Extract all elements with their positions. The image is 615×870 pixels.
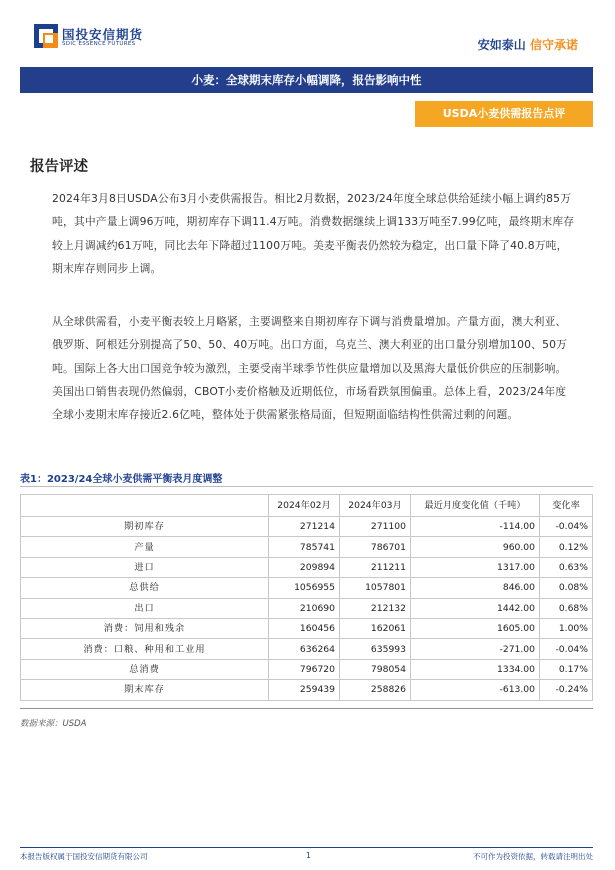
row-label: 总消费 [21,659,269,679]
cell-mar: 635993 [340,639,411,659]
cell-rate: 0.12% [540,537,593,557]
cell-mar: 258826 [340,680,411,700]
cell-rate: 1.00% [540,618,593,638]
cell-feb: 160456 [269,618,340,638]
cell-rate: 0.68% [540,598,593,618]
brand-name-english: SDIC ESSENCE FUTURES [62,41,136,47]
section-title: 报告评述 [30,159,88,175]
cell-change: 846.00 [411,578,540,598]
cell-rate: -0.04% [540,517,593,537]
cell-feb: 209894 [269,557,340,577]
table-header-cell: 2024年03月 [340,495,411,517]
row-label: 产量 [21,537,269,557]
footer-disclaimer: 不可作为投资依据，转载请注明出处 [473,852,593,861]
company-logo-icon [34,24,58,48]
row-label: 期末库存 [21,680,269,700]
table-row [21,557,593,577]
cell-rate: 0.08% [540,578,593,598]
table-header-cell: 2024年02月 [269,495,340,517]
page-number: 1 [306,851,311,860]
brand-name: 国投安信期货 [62,27,144,42]
cell-feb: 785741 [269,537,340,557]
footer-copyright: 本报告版权属于国投安信期货有限公司 [20,852,148,861]
paragraph-summary: 2024年3月8日USDA公布3月小麦供需报告。相比2月数据，2023/24年度全球总供给延续小幅上调约85万吨，其中产量上调96万吨，期初库存下调11.4万吨。消费数据继续上调133万吨至7.99亿吨，最终期末库存较上月调减约61万吨，同比去年下降超过1100万吨。美麦平衡表仍然较为稳定，出口量下降了40.8万吨，期末库存则同步上调。 [52,192,575,275]
table-row [21,578,593,598]
table-header-cell [21,495,269,517]
table-row [21,598,593,618]
footer-divider [20,847,593,848]
row-label: 出口 [21,598,269,618]
cell-mar: 1057801 [340,578,411,598]
cell-change: 1317.00 [411,557,540,577]
cell-mar: 211211 [340,557,411,577]
cell-change: -271.00 [411,639,540,659]
paragraph-analysis: 从全球供需看，小麦平衡表较上月略紧，主要调整来自期初库存下调与消费量增加。产量方面，澳大利亚、俄罗斯、阿根廷分别提高了50、50、40万吨。出口方面，乌克兰、澳大利亚的出口量分别增加100、50万吨。国际上各大出口国竞争较为激烈，主要受南半球季节性供应量增加以及黑海大量低价供应的压制影响。美国出口销售表现仍然偏弱，CBOT小麦价格触及近期低位，市场看跌氛围偏重。总体上看，2023/24年度全球小麦期末库存接近2.6亿吨，整体处于供需紧张格局面，但短期面临结构性供需过剩的问题。 [52,315,568,422]
cell-rate: 0.63% [540,557,593,577]
table-row [21,680,593,700]
report-subtitle-badge: USDA小麦供需报告点评 [415,101,593,127]
slogan-part-1: 安如泰山 [477,38,526,52]
cell-feb: 636264 [269,639,340,659]
cell-change: -613.00 [411,680,540,700]
balance-sheet-table [20,494,593,701]
cell-rate: -0.24% [540,680,593,700]
table-row [21,537,593,557]
table-row [21,517,593,537]
cell-change: -114.00 [411,517,540,537]
table-row [21,659,593,679]
cell-rate: -0.04% [540,639,593,659]
cell-mar: 212132 [340,598,411,618]
cell-rate: 0.17% [540,659,593,679]
divider [20,708,593,709]
divider [20,486,593,487]
table-header-cell: 最近月度变化值（千吨） [411,495,540,517]
cell-change: 960.00 [411,537,540,557]
table-header-cell: 变化率 [540,495,593,517]
cell-mar: 786701 [340,537,411,557]
table-row [21,639,593,659]
cell-change: 1605.00 [411,618,540,638]
report-title-bar: 小麦：全球期末库存小幅调降，报告影响中性 [20,67,593,93]
data-source-note: 数据来源：USDA [20,719,87,729]
cell-feb: 259439 [269,680,340,700]
cell-change: 1334.00 [411,659,540,679]
cell-mar: 162061 [340,618,411,638]
table-row [21,618,593,638]
table-caption: 表1：2023/24全球小麦供需平衡表月度调整 [20,474,223,485]
slogan-part-2: 信守承诺 [529,38,578,52]
cell-feb: 210690 [269,598,340,618]
cell-feb: 1056955 [269,578,340,598]
slogan [478,36,578,53]
row-label: 消费：口粮、种用和工业用 [21,639,269,659]
cell-mar: 798054 [340,659,411,679]
cell-feb: 271214 [269,517,340,537]
row-label: 消费：饲用和残余 [21,618,269,638]
row-label: 总供给 [21,578,269,598]
cell-change: 1442.00 [411,598,540,618]
row-label: 进口 [21,557,269,577]
row-label: 期初库存 [21,517,269,537]
cell-feb: 796720 [269,659,340,679]
table-header-row [21,495,593,517]
cell-mar: 271100 [340,517,411,537]
